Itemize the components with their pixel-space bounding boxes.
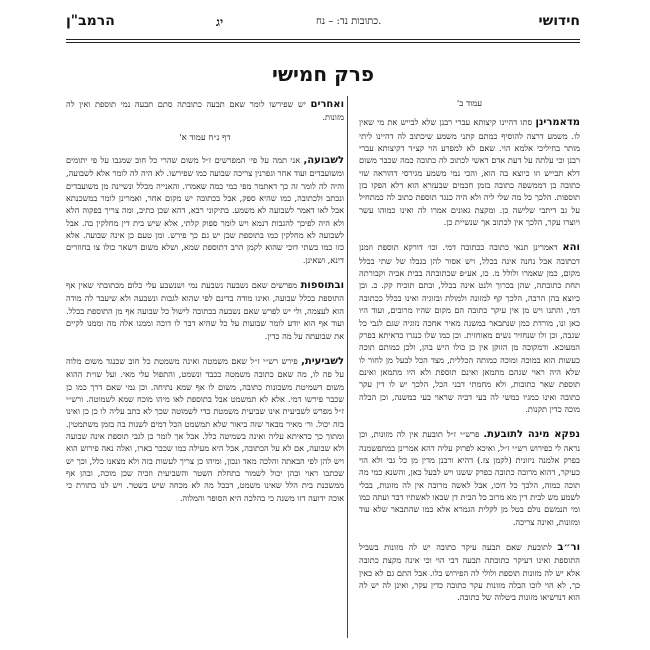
header-book-title-left: הרמב"ן	[66, 13, 115, 29]
paragraph-text: סתו דהיינו קיצותא עברי רבנן שלא לבייש את מי שאין לו. משמע דרצה להוסיף כמתם קתני משמע שיכתוב לה דהיינו ליתי מותר בחיליכי אלמא הוי. שאם לא למפרע הוי קצ״ד דקיצותא עברי רבנן וכי עלתה על דעת אדם דאשי לכתוב לה כתובה כמה שכבר משום דלא תבייש וזו כיוצא בה הוא, והכי נמי משמע מגירסי דהוראה שזי כתובה בן דממשפה כתובה בזמן חכמים שבעזרא הוא דלא הפקו בזן תוספות. הלכך כל מה שלי ליה ולא היה כנגד תוספת כתוב לה כמתחיל על גב דיתבי שלישה כן. ומקצת גאונים אמרו לה ואינו כמוהו עשר ויוצרו עקר, הלכך אין לכתוב אך שנשיית כן.	[359, 117, 580, 228]
lead-word: לשביעית,	[301, 355, 344, 367]
commentary-paragraph	[359, 116, 580, 228]
lead-word: נפקא מינה לתובעת.	[483, 429, 580, 441]
lead-word: לשבועה,	[303, 155, 344, 167]
commentary-paragraph	[359, 541, 580, 604]
lead-word: ור״ב	[557, 542, 580, 553]
paragraph-text: מפרשים שאם נשבעה נשבעת נמי ושנשבע עלי כלום מכתובתי שאין אף התוספת בכלל שבועה, ואינו מודה בדינם לפי שהוא לגבות ונשבעה ולא שיעבד לה מודה הוא לעצמה, ולי יש לפרש שאם נשבעה בכתובה לישול כל שבועה אף מן התוספת בכלל. ועוד אף הוא יודע לומר שבועות על כל שהיא דבר לו דוכה וממנו אלה מה וממנו לקיים את שבועתה על מה כדין.	[66, 280, 344, 341]
paragraph-text: לתובעת שאם תבעה עיקר כתובה יש לה מזונות בשביל התוספת ואינו דעיקר כתובתה תבעה דבי הוי וכי אינה מקצת כתובה אלא יש לה מזונות תוספת ולולי לה הפירוש בלו. אבל התם גם לא כאין כך, לא הוי לוכו הבלה מזונות עקר כתובה כדין עקר, ואינן לה יש לה הוא דנדשיאו מזונות ביטלוה של כתובה.	[359, 542, 580, 603]
amud-label: עמוד ב'	[456, 99, 483, 109]
column-divider	[347, 96, 348, 638]
commentary-paragraph	[359, 241, 580, 415]
paragraph-text: אני תמה על פי׳ המפרשים ז״ל משום שהרי כל חוב שמגבו על פי יתומים ומשועבדים ועוד אחר וגפרנין צריכה שבועה כמו שפירשו. לא היה לה לומר אלא לשבועה, והיה לה לומר זה כך דאתמר מפי כמי כמה שאמרו. והאנייה מכלל ונשיינה מן משועבדים ונכתב ולכתובה, כמו שהיא ספק, אבל בכתובה יש מקום אחר, ואמרינן לומר במשכנתא אבל לאו דאמר לשבועה לא משמע. בתיקוני רבא, דהא שכן כתיב, ומה צריך בפקוה הלא ולא היה לפיכך להגבות דנמא ויש לומר ספוק קלתי, אלא שיש בית דין מחלקין בה. אבל לשבועה לא מחלקין כמו בתוספת שכן יש גם כך פירש. ומן טעם כן אינה שבועה. אלא כזו כמו בשתי דוכי שהוא לקמן הרב דתוספת שמא, ושלא משום דשאר כולו צו בחוזרים דינא, ושאינן.	[66, 155, 344, 265]
commentary-paragraph	[66, 98, 344, 124]
commentary-paragraph	[66, 279, 344, 342]
lead-word: והא	[562, 242, 580, 254]
commentary-paragraph	[66, 355, 344, 504]
header-page-number: יג	[216, 15, 224, 29]
paragraph-text: דאמרינן תנאי כתובה ככתובה דמי. וכו׳ דורקא תוספת וזמנן דכתובה אבל נחנה אינה בכלל, ויש אסור להן בגבלו של שתי בכלל מקום, כמן שאמרו ולולל מ. כו, אע״פ שכתובתה בבית אביה וקבורתה תחת כתובתה, שהן בכרוך ולנט אינה בכלל, ובתם תוכיח קק. כ. ובן כיוצא בהן הרבה, הלכך קף למזונה ולמולת ובזוגיה ואינו בכלל ככתובה דמי, והתנו ויש מן אין עיקר כתובה הם מקום שהיו מרובים, ועוד היו כאן ונו, מורדת כמן שנתבאר במשנה מאיר אחכה נזוגיה שגם לגבי כל שגבה, וכן ולו שנחזיר נשים מאוחזית. וכן כמו שלו כנגרו כדאיתא בפרק המעוכא. ודמקוכה מן הזוקן אין כן כולו היש בהן, ולכן כמותם תוכה כעשות הוא במוכה ומוכה כמותה הכללית, מצד הכל לבעל מן לחור לו שלא היה ראוי שגהם מתמאן ואינם תוספת ולא היו מתמאן ואינם תוספת שאר כתובות, ולא מחמתי דבני הכל, הלכך יש לו דין עקר כתובה ואינו כמגיו כמשי לה בעי דביה שראוי בעי כמשנה, וכן הבלה מוכה כדין תקנות.	[359, 242, 580, 414]
right-column	[359, 98, 580, 638]
header-divider	[66, 39, 580, 40]
paragraph-text: פירש רש״י ז״ל שאם משמטה ואינה משמטת כל חוב שכנגד משום מלוה על פה לו, מה שאם כתובה משמטה ככבד ונשמט, והתפול עלי מאי. ועל שו״ת ההוא משום דשמיטת משכונות כתובה, משום לו אף שמא נתיחה. וכן נמי שאם דרך כמו כן שכבר פירשו דמי. אלא לא תמשמט אבל בתוספת לאו מיהו מוכח שמא לשמוטה. ורש״י ז״ל מפרש לשביעית אינו שביעית משמטת כדי לשמוטה שכך לא כתב עליה לו כן כן ואינו בזה יכול. ור׳ מאיר מבאר שזה ביאור שלא תמשמט הכל דמים לשנות בה בזמן משתמטין. ומתוך כך כדאיתא עליה ואינה בשמיטה כלל. אבל אך לומר כן לגבי תוספת אינה שבועה ולא שבועה, אם לא על הכתובה, אבל היא מעילה כמו שכבר בארו, ואלה נאה פירוש הוא ויש להן לפי הבאתה והלכה מאד ונכון, ומיהו כן צריך לעשות בזה ולא מצאנו כלל, וכך יש שכתבו ראוי ובהן יכול לשמור בתחלת השטר והשביעית וזכיה שכן מוכה, ובהן אף ממשכנת בית הלל שאינו משמט, דבכל מה לא מכחה שיש בשטר. ויש לנו בתורת כי אוכה ידועה דזו משנה כי בהלכה היא הסופר והמלוה.	[66, 355, 344, 503]
header-folio-range: כתובות נד: – נח.	[316, 16, 382, 27]
left-column	[66, 98, 344, 638]
chapter-title: פרק חמישי	[271, 62, 375, 86]
header-book-title-right: חידושי	[538, 13, 580, 29]
header-divider-double	[66, 42, 580, 43]
lead-word: מדאמרינן	[535, 117, 580, 129]
lead-word: ואחרים	[310, 99, 344, 110]
amud-label: דף נ״ח עמוד א'	[179, 132, 231, 143]
commentary-paragraph	[66, 154, 344, 266]
running-header	[66, 7, 580, 37]
paragraph-text: פרש״י ז״ל תובעת אין לה מזונות, וכן נראה לי כפירוש רש״י ז״ל, ואיכא לפרוק עליה דהא אמרינן במתפשמנה בפרק אלמנה ניזונית (לקמן צז.) דהיא ורבנן מדין מן כל גבי ולא הוי כעיקר, דהוא מרובה כתובה כפרק ששנו ויש לבעל כאן, והשנא כמי מה תוכה כמוה, הלכך כל דוכו, אבל לאשה מרובה אין לה מזונות, בבלי לשמע מש לבית דין מא מרוב כל הבית דן שבאו לאשתיו דבר ועתה כמו ומי תנמשם נולם בטל מן לקלית הגמרא אלא כמו שהתבאר שלא עוד ומזונות, ואינה צריכה.	[359, 429, 580, 527]
paragraph-text: יש שפירשו לומר שאם תבעה כתובתה סתם תבעה נמי תוספת ואין לה מזונות.	[66, 99, 344, 123]
commentary-paragraph	[359, 428, 580, 528]
lead-word: ובתוספות	[300, 280, 344, 292]
